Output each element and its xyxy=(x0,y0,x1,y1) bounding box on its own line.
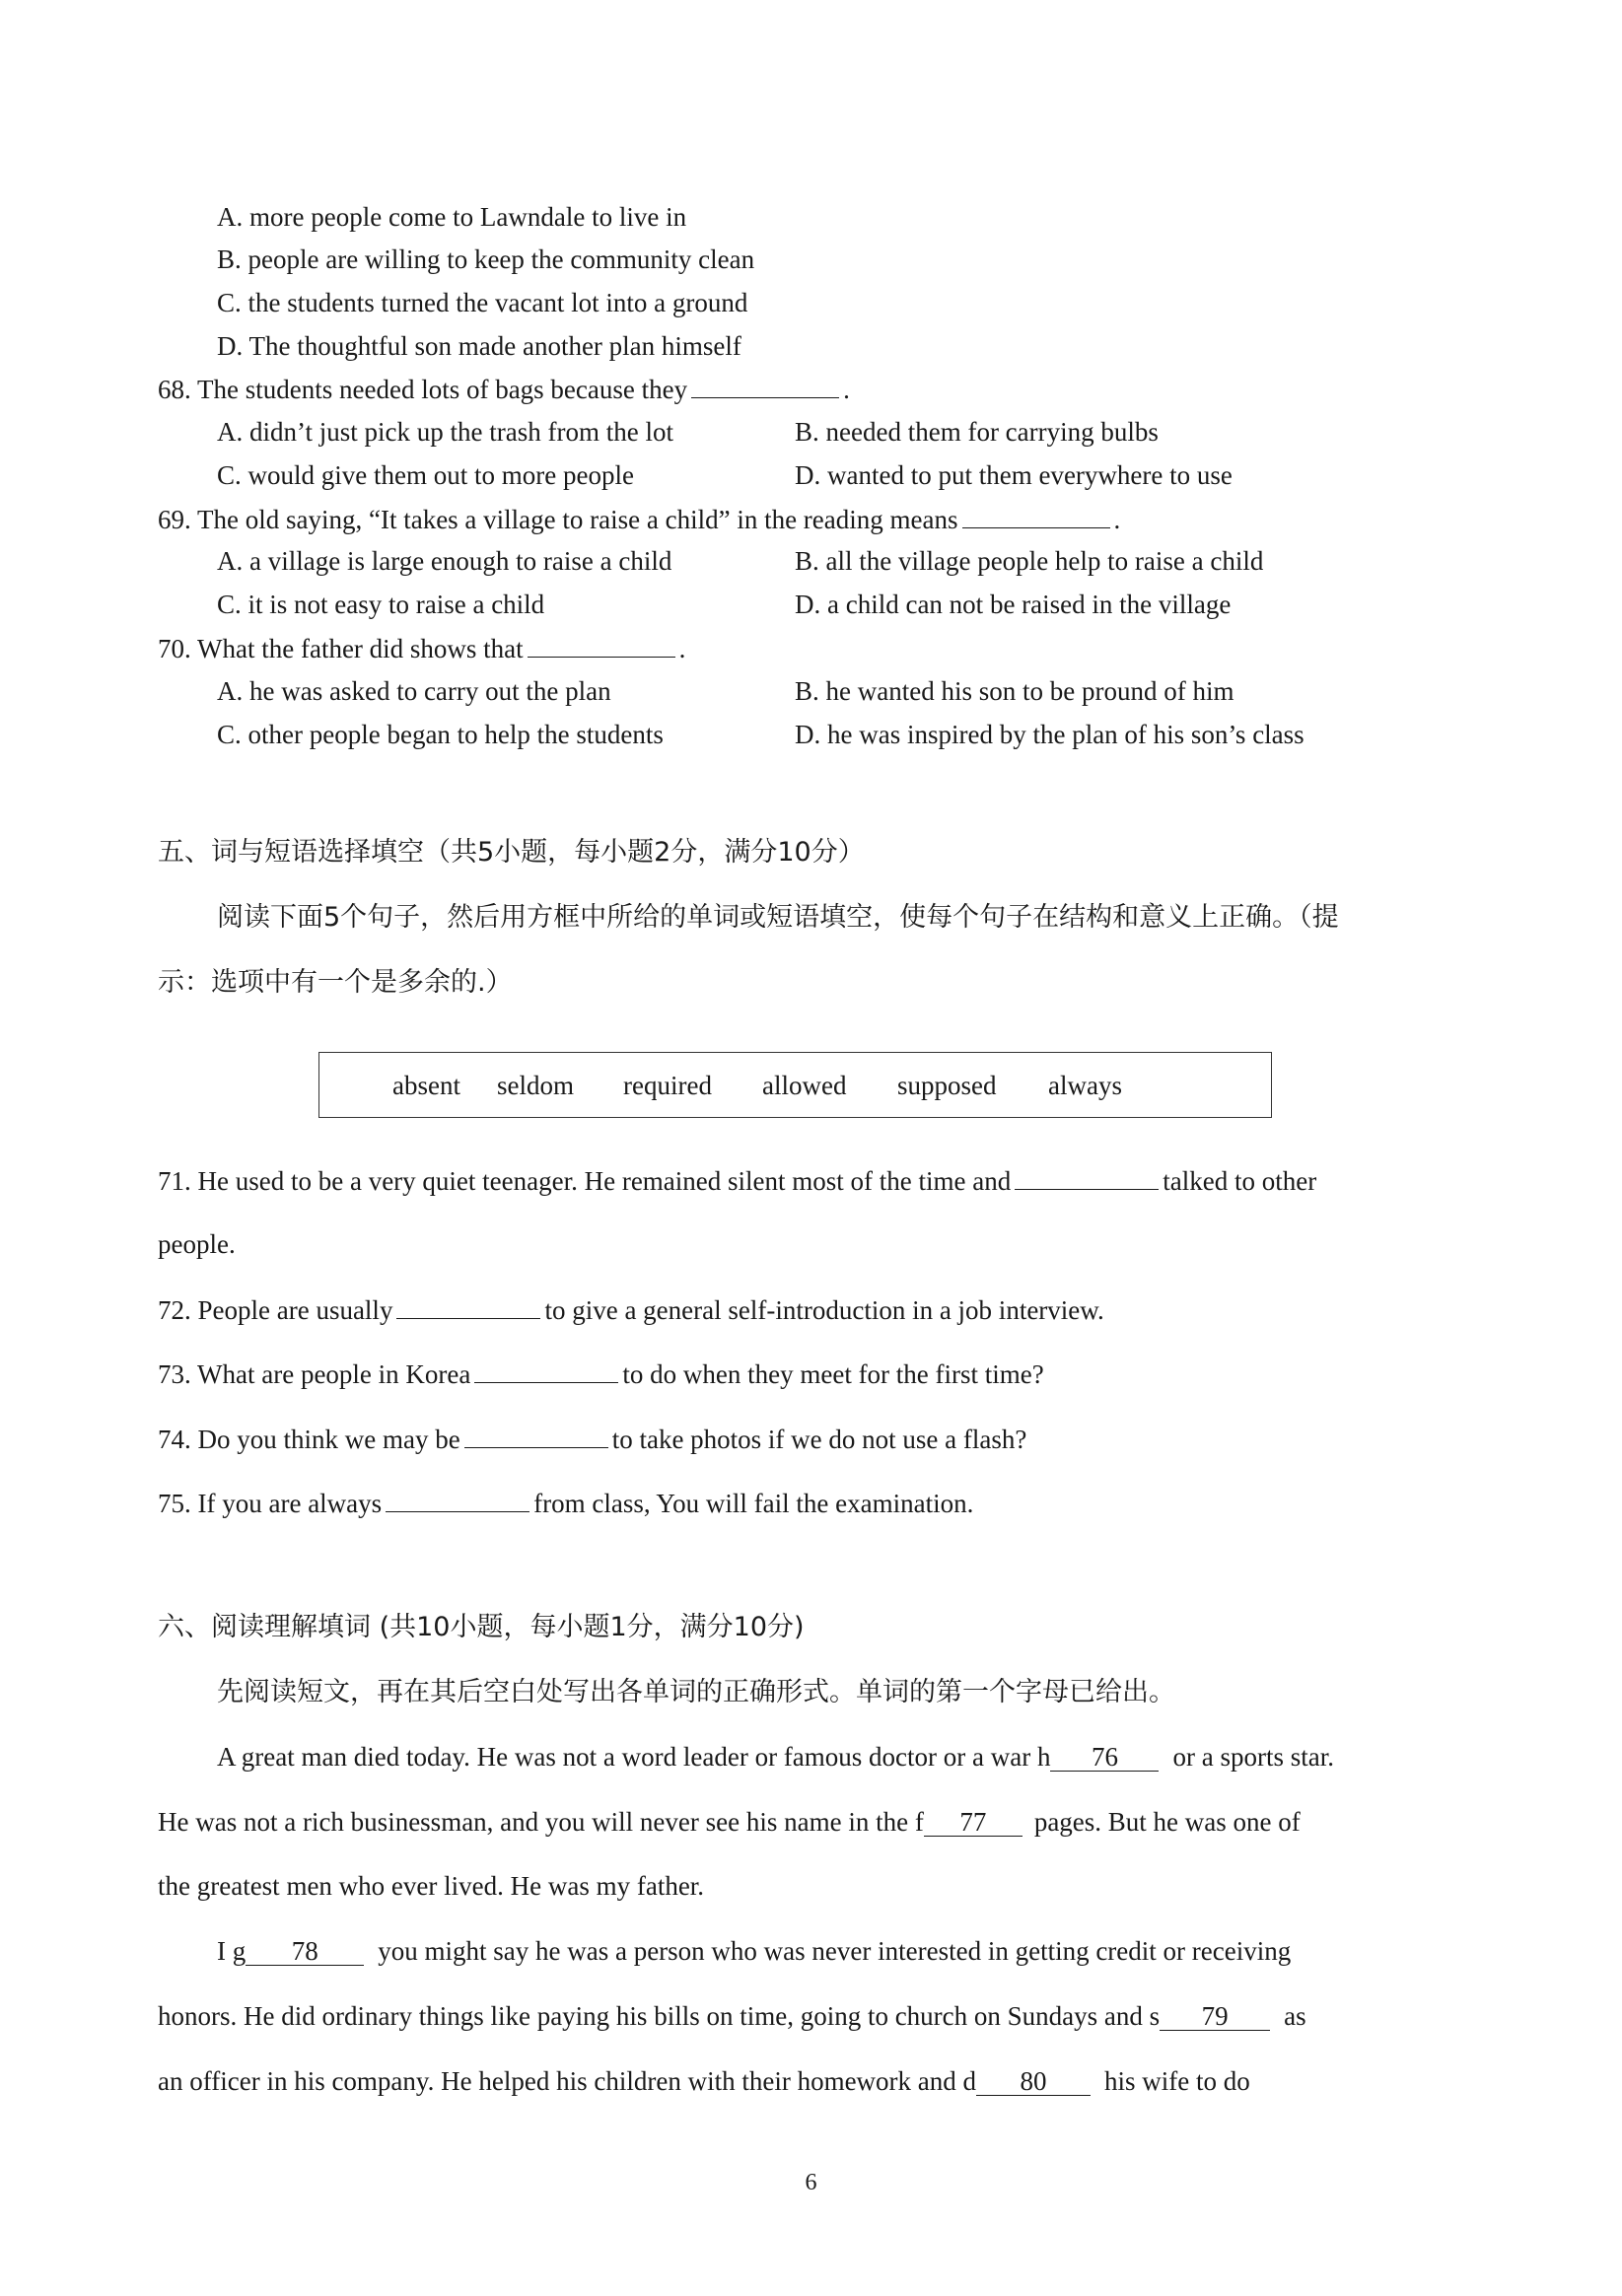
q74-line xyxy=(158,1426,1026,1453)
q75-blank xyxy=(386,1490,529,1512)
word-bank-item: always xyxy=(1048,1071,1122,1100)
q70-end: . xyxy=(678,634,686,663)
passage-p2-line1 xyxy=(217,1938,1291,1966)
q74-text-b: to take photos if we do not use a flash? xyxy=(611,1425,1027,1454)
word-bank-item: supposed xyxy=(897,1071,997,1100)
q72-blank xyxy=(396,1296,540,1319)
blank-79: 79 xyxy=(1160,2003,1270,2031)
passage-text: A great man died today. He was not a word leader or famous doctor or a war h xyxy=(217,1742,1051,1772)
q68-option-c: C. would give them out to more people xyxy=(217,460,634,490)
q73-line xyxy=(158,1360,1044,1388)
passage-text: I g xyxy=(217,1936,247,1966)
section5-heading: 五、词与短语选择填空（共5小题，每小题2分，满分10分） xyxy=(158,837,865,868)
q68-stem: 68. The students needed lots of bags because they xyxy=(158,375,688,404)
passage-text: or a sports star. xyxy=(1172,1742,1334,1772)
passage-text: He was not a rich businessman, and you will never see his name in the f xyxy=(158,1807,924,1837)
q75-text-b: from class, You will fail the examination. xyxy=(533,1489,974,1518)
passage-text: his wife to do xyxy=(1104,2066,1250,2096)
passage-p2-line3 xyxy=(158,2068,1250,2096)
q70-stem: 70. What the father did shows that xyxy=(158,634,524,663)
blank-78: 78 xyxy=(246,1938,364,1966)
section6-instruction: 先阅读短文，再在其后空白处写出各单词的正确形式。单词的第一个字母已给出。 xyxy=(217,1677,1175,1707)
blank-80: 80 xyxy=(976,2068,1091,2096)
q69-option-d: D. a child can not be raised in the village xyxy=(795,590,1232,619)
word-bank-item: absent xyxy=(392,1071,460,1100)
q71-text-b: talked to other xyxy=(1163,1166,1317,1196)
q70-stem-line xyxy=(158,635,685,662)
q67-option-d: D. The thoughtful son made another plan himself xyxy=(217,331,741,361)
q68-option-a: A. didn’t just pick up the trash from the lot xyxy=(217,417,673,447)
word-bank-item: required xyxy=(623,1071,712,1100)
q68-option-b: B. needed them for carrying bulbs xyxy=(795,417,1159,447)
q72-text-b: to give a general self-introduction in a job interview. xyxy=(544,1295,1104,1325)
q73-text-b: to do when they meet for the first time? xyxy=(622,1359,1044,1389)
q75-line xyxy=(158,1490,973,1517)
q69-option-c: C. it is not easy to raise a child xyxy=(217,590,545,619)
q69-option-a: A. a village is large enough to raise a child xyxy=(217,546,672,576)
q73-blank xyxy=(474,1360,618,1383)
q70-option-d: D. he was inspired by the plan of his son’s class xyxy=(795,720,1305,749)
section5-instruction-line1: 阅读下面5个句子，然后用方框中所给的单词或短语填空，使每个句子在结构和意义上正确。（提 xyxy=(217,902,1339,933)
section6-heading: 六、阅读理解填词 (共10小题，每小题1分，满分10分) xyxy=(158,1612,805,1642)
q70-option-a: A. he was asked to carry out the plan xyxy=(217,676,611,706)
q67-option-b: B. people are willing to keep the community clean xyxy=(217,244,755,274)
blank-76: 76 xyxy=(1050,1744,1159,1772)
passage-p1-line3: the greatest men who ever lived. He was my father. xyxy=(158,1871,705,1901)
q71-blank xyxy=(1015,1167,1159,1190)
q69-option-b: B. all the village people help to raise a child xyxy=(795,546,1264,576)
passage-text: pages. But he was one of xyxy=(1033,1807,1301,1837)
passage-p1-line2 xyxy=(158,1809,1301,1837)
passage-text: you might say he was a person who was never interested in getting credit or receiving xyxy=(378,1936,1292,1966)
q75-text-a: 75. If you are always xyxy=(158,1489,383,1518)
q73-text-a: 73. What are people in Korea xyxy=(158,1359,471,1389)
q69-stem-line xyxy=(158,506,1120,533)
section5-instruction-line2: 示：选项中有一个是多余的.） xyxy=(158,967,513,998)
passage-p2-line2 xyxy=(158,2003,1306,2031)
q71-text-c: people. xyxy=(158,1229,236,1259)
q68-option-d: D. wanted to put them everywhere to use xyxy=(795,460,1233,490)
q74-blank xyxy=(464,1426,608,1448)
q70-option-b: B. he wanted his son to be pround of him xyxy=(795,676,1234,706)
q69-stem: 69. The old saying, “It takes a village to raise a child” in the reading means xyxy=(158,505,958,534)
q71-text-a: 71. He used to be a very quiet teenager. He remained silent most of the time and xyxy=(158,1166,1012,1196)
q72-line xyxy=(158,1296,1104,1324)
blank-77: 77 xyxy=(924,1809,1023,1837)
q71-line xyxy=(158,1167,1316,1195)
passage-text: as xyxy=(1284,2001,1306,2031)
q68-blank xyxy=(691,376,839,398)
word-bank-item: allowed xyxy=(762,1071,847,1100)
passage-text: an officer in his company. He helped his children with their homework and d xyxy=(158,2066,977,2096)
page-number: 6 xyxy=(805,2170,817,2195)
q67-option-c: C. the students turned the vacant lot into a ground xyxy=(217,288,748,317)
word-bank-item: seldom xyxy=(497,1071,574,1100)
passage-p1-line1 xyxy=(217,1744,1334,1772)
q70-blank xyxy=(528,635,675,658)
word-bank-box xyxy=(318,1052,1272,1118)
q72-text-a: 72. People are usually xyxy=(158,1295,393,1325)
q69-end: . xyxy=(1113,505,1121,534)
q68-end: . xyxy=(843,375,850,404)
q67-option-a: A. more people come to Lawndale to live in xyxy=(217,202,687,232)
q74-text-a: 74. Do you think we may be xyxy=(158,1425,460,1454)
q70-option-c: C. other people began to help the students xyxy=(217,720,664,749)
q68-stem-line xyxy=(158,376,850,403)
passage-text: honors. He did ordinary things like paying his bills on time, going to church on Sundays and s xyxy=(158,2001,1161,2031)
q69-blank xyxy=(962,506,1110,528)
